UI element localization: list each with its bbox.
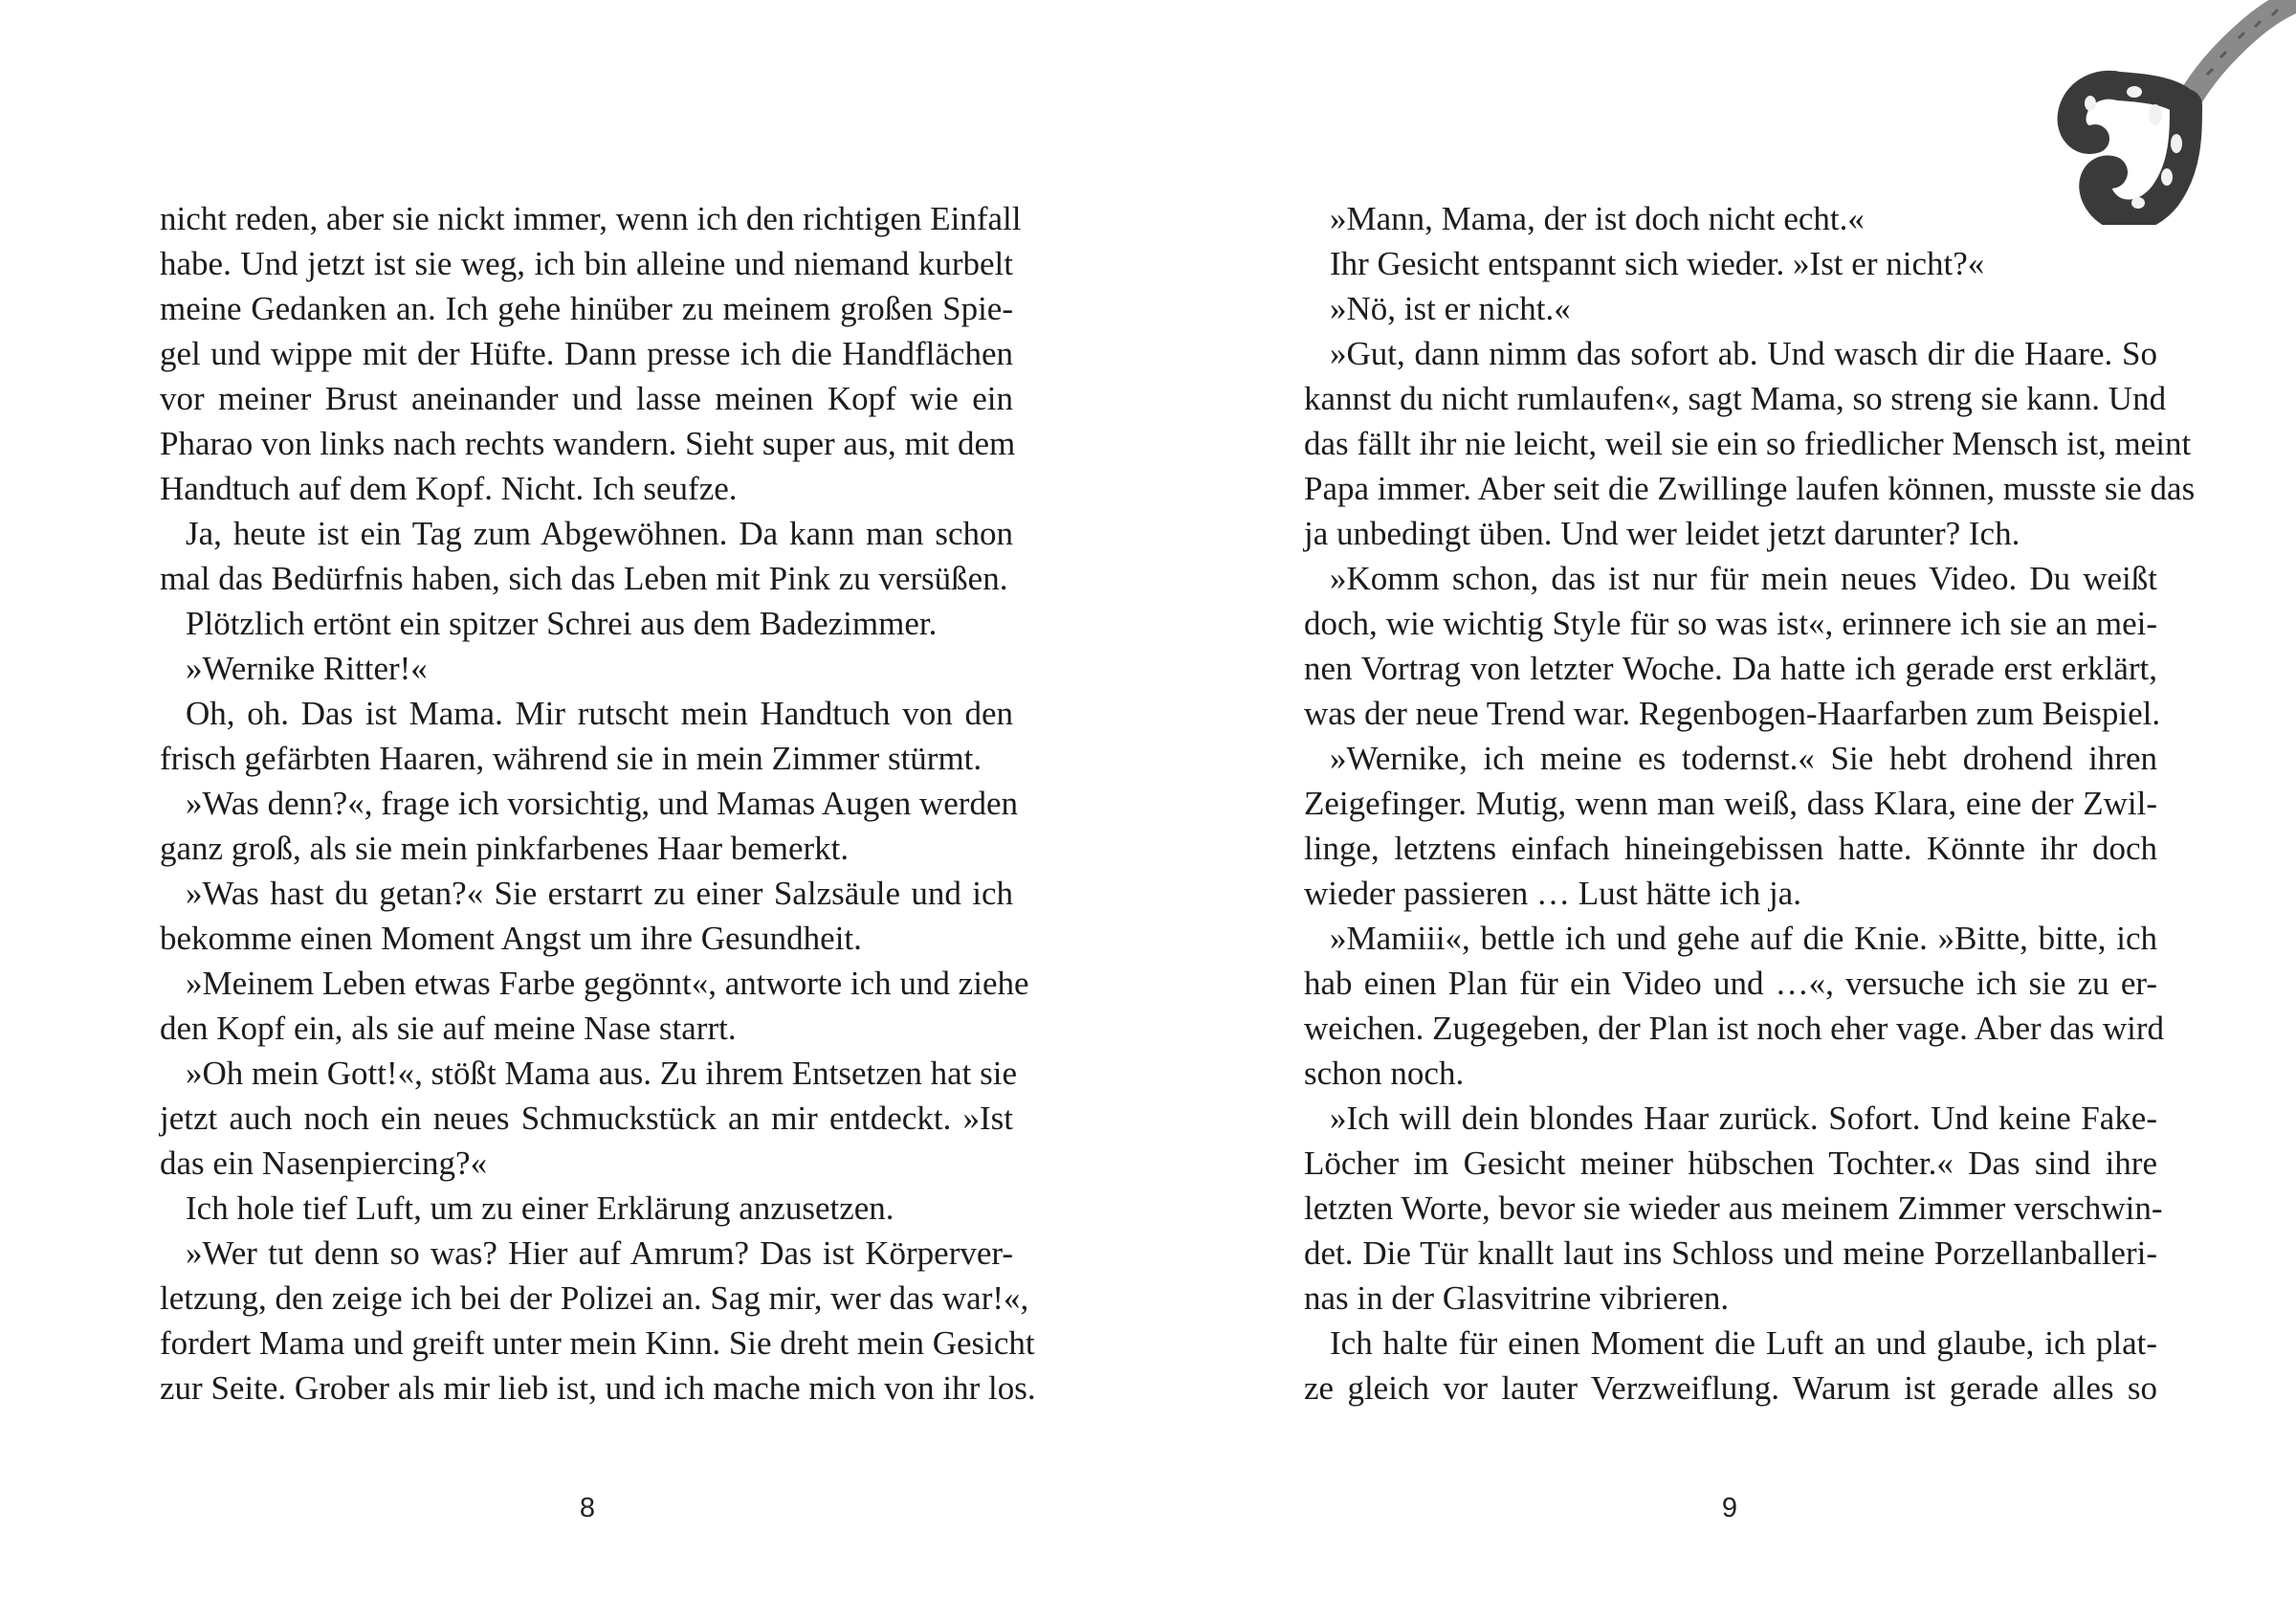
text-line: Oh, oh. Das ist Mama. Mir rutscht mein Handtuch von den [186, 695, 1013, 732]
text-line: »Ich will dein blondes Haar zurück. Sofort. Und keine Fake- [1330, 1100, 2157, 1137]
text-line: gel und wippe mit der Hüfte. Dann presse ich die Handflächen [160, 335, 1013, 372]
text-line: fordert Mama und greift unter mein Kinn. Sie dreht mein Gesicht [160, 1324, 1035, 1362]
text-line: schon noch. [1304, 1055, 1465, 1092]
text-line: zur Seite. Grober als mir lieb ist, und ich mache mich von ihr los. [160, 1369, 1036, 1407]
text-line: Papa immer. Aber seit die Zwillinge laufen können, musste sie das [1304, 470, 2196, 507]
spiral-tail-illustration-icon [2042, 0, 2296, 225]
text-line: ganz groß, als sie mein pinkfarbenes Haar bemerkt. [160, 830, 850, 867]
text-line: »Wer tut denn so was? Hier auf Amrum? Das ist Körperver- [186, 1234, 1013, 1272]
text-line: jetzt auch noch ein neues Schmuckstück an mir entdeckt. »Ist [160, 1100, 1013, 1137]
text-line: »Mann, Mama, der ist doch nicht echt.« [1330, 200, 1865, 237]
text-line: Ja, heute ist ein Tag zum Abgewöhnen. Da kann man schon [186, 515, 1013, 552]
text-line: mal das Bedürfnis haben, sich das Leben mit Pink zu versüßen. [160, 560, 1008, 597]
text-line: den Kopf ein, als sie auf meine Nase starrt. [160, 1010, 737, 1047]
text-line: was der neue Trend war. Regenbogen-Haarfarben zum Beispiel. [1304, 695, 2161, 732]
illustration-strand [2186, 0, 2296, 105]
text-line: nen Vortrag von letzter Woche. Da hatte ich gerade erst erklärt, [1304, 650, 2157, 687]
text-line: »Was hast du getan?« Sie erstarrt zu einer Salzsäule und ich [186, 875, 1013, 912]
text-line: »Komm schon, das ist nur für mein neues Video. Du weißt [1330, 560, 2157, 597]
text-line: »Wernike, ich meine es todernst.« Sie hebt drohend ihren [1330, 740, 2157, 777]
text-line: das fällt ihr nie leicht, weil sie ein so friedlicher Mensch ist, meint [1304, 425, 2192, 462]
text-line: weichen. Zugegeben, der Plan ist noch eher vage. Aber das wird [1304, 1010, 2164, 1047]
text-line: meine Gedanken an. Ich gehe hinüber zu meinem großen Spie- [160, 290, 1013, 327]
text-line: »Gut, dann nimm das sofort ab. Und wasch dir die Haare. So [1330, 335, 2157, 372]
text-line: nicht reden, aber sie nickt immer, wenn ich den richtigen Einfall [160, 200, 1022, 237]
text-line: letzten Worte, bevor sie wieder aus meinem Zimmer verschwin- [1304, 1189, 2163, 1227]
text-line: kannst du nicht rumlaufen«, sagt Mama, so streng sie kann. Und [1304, 380, 2167, 417]
text-line: habe. Und jetzt ist sie weg, ich bin alleine und niemand kurbelt [160, 245, 1013, 282]
text-line: letzung, den zeige ich bei der Polizei an. Sag mir, wer das war!«, [160, 1279, 1029, 1317]
text-line: frisch gefärbten Haaren, während sie in mein Zimmer stürmt. [160, 740, 982, 777]
text-line: »Nö, ist er nicht.« [1330, 290, 1571, 327]
text-line: »Wernike Ritter!« [186, 650, 428, 687]
text-line: Ich hole tief Luft, um zu einer Erklärung anzusetzen. [186, 1189, 894, 1227]
right-page-text [1304, 196, 2196, 1411]
text-line: »Meinem Leben etwas Farbe gegönnt«, antworte ich und ziehe [186, 965, 1029, 1002]
page-number-left: 8 [579, 1493, 596, 1523]
text-line: Löcher im Gesicht meiner hübschen Tochter.« Das sind ihre [1304, 1144, 2157, 1182]
text-line: »Was denn?«, frage ich vorsichtig, und Mamas Augen werden [186, 785, 1018, 822]
text-line: nas in der Glasvitrine vibrieren. [1304, 1279, 1730, 1317]
left-page-text [160, 196, 1036, 1411]
text-line: hab einen Plan für ein Video und …«, versuche ich sie zu er- [1304, 965, 2157, 1002]
text-line: Plötzlich ertönt ein spitzer Schrei aus dem Badezimmer. [186, 605, 938, 642]
text-line: Handtuch auf dem Kopf. Nicht. Ich seufze. [160, 470, 738, 507]
text-line: ze gleich vor lauter Verzweiflung. Warum ist gerade alles so [1304, 1369, 2157, 1407]
text-line: Zeigefinger. Mutig, wenn man weiß, dass Klara, eine der Zwil- [1304, 785, 2157, 822]
page-number-right: 9 [1721, 1493, 1738, 1523]
text-line: doch, wie wichtig Style für so was ist«, erinnere ich sie an mei- [1304, 605, 2157, 642]
text-line: Ihr Gesicht entspannt sich wieder. »Ist er nicht?« [1330, 245, 1985, 282]
text-line: wieder passieren … Lust hätte ich ja. [1304, 875, 1801, 912]
text-line: linge, letztens einfach hineingebissen hatte. Könnte ihr doch [1304, 830, 2157, 867]
text-line: Pharao von links nach rechts wandern. Sieht super aus, mit dem [160, 425, 1016, 462]
text-line: Ich halte für einen Moment die Luft an und glaube, ich plat- [1330, 1324, 2157, 1362]
text-line: ja unbedingt üben. Und wer leidet jetzt darunter? Ich. [1304, 515, 2020, 552]
text-line: »Mamiii«, bettle ich und gehe auf die Knie. »Bitte, bitte, ich [1330, 920, 2157, 957]
text-line: det. Die Tür knallt laut ins Schloss und meine Porzellanballeri- [1304, 1234, 2157, 1272]
right-page [1148, 0, 2296, 1622]
text-line: vor meiner Brust aneinander und lasse meinen Kopf wie ein [160, 380, 1013, 417]
text-line: bekomme einen Moment Angst um ihre Gesundheit. [160, 920, 862, 957]
text-line: das ein Nasenpiercing?« [160, 1144, 488, 1182]
text-line: »Oh mein Gott!«, stößt Mama aus. Zu ihrem Entsetzen hat sie [186, 1055, 1017, 1092]
